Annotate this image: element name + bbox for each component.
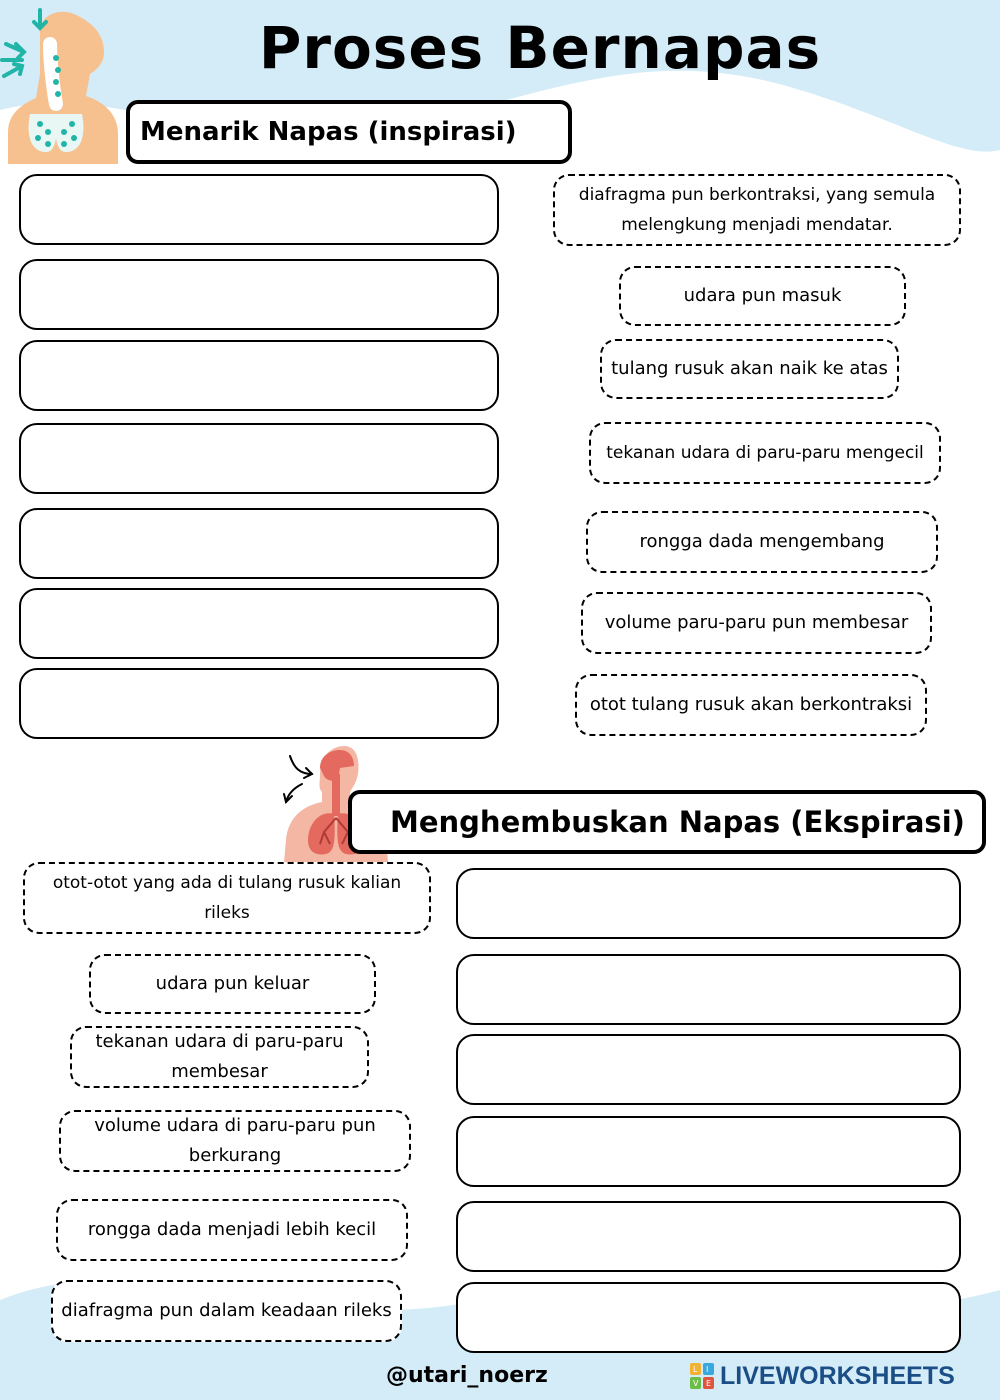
brand-name: LIVEWORKSHEETS [720,1361,955,1390]
page-title: Proses Bernapas [258,14,822,82]
inspirasi-card-7[interactable]: otot tulang rusuk akan berkontraksi [575,674,927,736]
svg-text:I: I [706,1365,709,1374]
inspirasi-card-3[interactable]: tulang rusuk akan naik ke atas [600,339,899,399]
inspirasi-card-4[interactable]: tekanan udara di paru-paru mengecil [589,422,941,484]
inspirasi-answer-slot-1[interactable] [19,174,499,245]
ekspirasi-heading: Menghembuskan Napas (Ekspirasi) [348,790,986,854]
ekspirasi-answer-slot-1[interactable] [456,868,961,939]
ekspirasi-card-6[interactable]: diafragma pun dalam keadaan rileks [51,1280,402,1342]
ekspirasi-card-1[interactable]: otot-otot yang ada di tulang rusuk kalian rileks [23,862,431,934]
inspirasi-answer-slot-2[interactable] [19,259,499,330]
breathing-inhale-icon [0,4,120,164]
ekspirasi-card-2[interactable]: udara pun keluar [89,954,376,1014]
ekspirasi-answer-slot-3[interactable] [456,1034,961,1105]
inspirasi-card-5[interactable]: rongga dada mengembang [586,511,938,573]
ekspirasi-answer-slot-2[interactable] [456,954,961,1025]
svg-text:E: E [706,1379,712,1388]
inspirasi-card-1[interactable]: diafragma pun berkontraksi, yang semula melengkung menjadi mendatar. [553,174,961,246]
inspirasi-card-2[interactable]: udara pun masuk [619,266,906,326]
ekspirasi-card-5[interactable]: rongga dada menjadi lebih kecil [56,1199,408,1261]
ekspirasi-card-4[interactable]: volume udara di paru-paru pun berkurang [59,1110,411,1172]
liveworksheets-logo-icon [690,1363,714,1389]
inspirasi-heading: Menarik Napas (inspirasi) [126,100,572,164]
inspirasi-answer-slot-4[interactable] [19,423,499,494]
liveworksheets-brand[interactable] [690,1360,990,1392]
inspirasi-answer-slot-7[interactable] [19,668,499,739]
inspirasi-answer-slot-5[interactable] [19,508,499,579]
inspirasi-answer-slot-3[interactable] [19,340,499,411]
ekspirasi-answer-slot-6[interactable] [456,1282,961,1353]
ekspirasi-card-3[interactable]: tekanan udara di paru-paru membesar [70,1026,369,1088]
author-credit: @utari_noerz [386,1363,548,1388]
inspirasi-card-6[interactable]: volume paru-paru pun membesar [581,592,932,654]
svg-text:V: V [693,1379,699,1388]
svg-text:L: L [693,1365,698,1374]
ekspirasi-answer-slot-4[interactable] [456,1116,961,1187]
ekspirasi-answer-slot-5[interactable] [456,1201,961,1272]
inspirasi-answer-slot-6[interactable] [19,588,499,659]
